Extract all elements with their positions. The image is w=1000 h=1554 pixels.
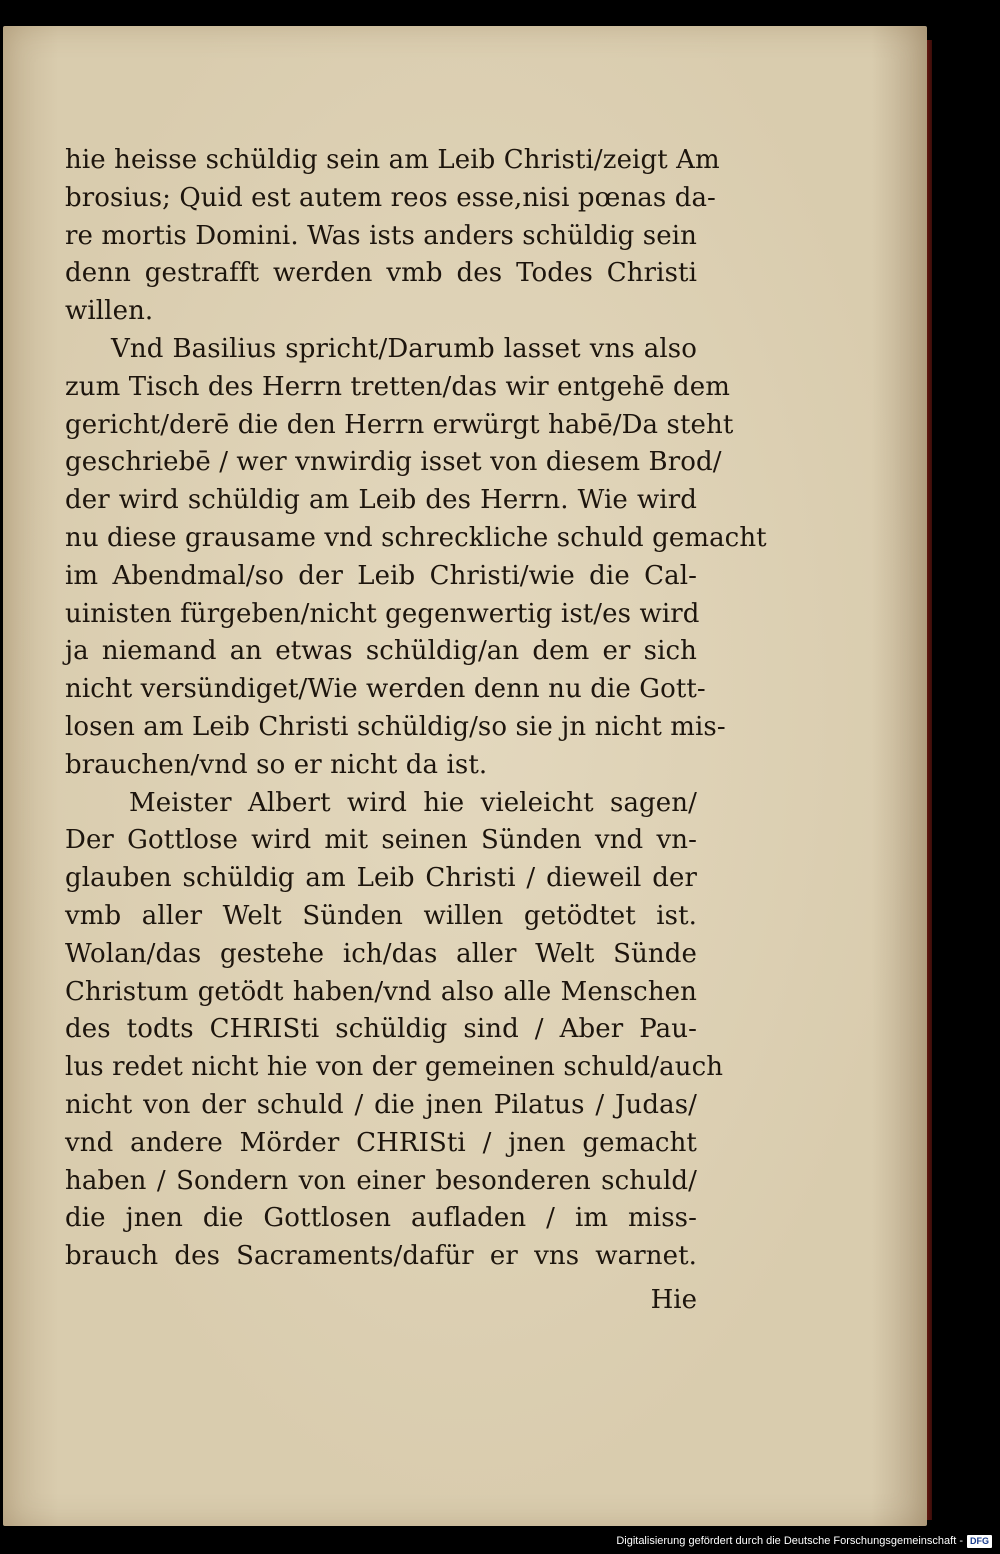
text-line: nu diese grausame vnd schreckliche schuld gemacht [65, 522, 767, 553]
text-line: lus redet nicht hie von der gemeinen schuld/auch [65, 1052, 724, 1083]
text-line: des todts CHRISti schüldig sind / Aber Pau- [65, 1014, 697, 1045]
text-line: geschriebē / wer vnwirdig isset von diesem Brod/ [65, 447, 722, 478]
book-page [3, 26, 927, 1526]
text-line: Wolan/das gestehe ich/das aller Welt Sünde [65, 938, 697, 969]
text-line: Der Gottlose wird mit seinen Sünden vnd vn- [65, 825, 697, 856]
text-line: der wird schüldig am Leib des Herrn. Wie wird [65, 485, 697, 516]
funding-footer [616, 1531, 992, 1551]
text-line: brosius; Quid est autem reos esse,nisi pœnas da- [65, 182, 716, 213]
catchword: Hie [650, 1285, 697, 1315]
text-line: gericht/derē die den Herrn erwürgt habē/Da steht [65, 409, 734, 440]
text-line: Christum getödt haben/vnd also alle Menschen [65, 976, 697, 1007]
text-line: nicht versündiget/Wie werden denn nu die Gott- [65, 674, 706, 705]
text-line: uinisten fürgeben/nicht gegenwertig ist/es wird [65, 598, 700, 629]
text-block [65, 142, 767, 1276]
text-line: im Abendmal/so der Leib Christi/wie die Cal- [65, 560, 697, 591]
text-line: glauben schüldig am Leib Christi / dieweil der [65, 863, 697, 894]
text-line: zum Tisch des Herrn tretten/das wir entgehē dem [65, 371, 730, 402]
text-line: die jnen die Gottlosen aufladen / im miss- [65, 1203, 697, 1234]
text-line: willen. [65, 296, 154, 327]
text-line: haben / Sondern von einer besonderen schuld/ [65, 1165, 697, 1196]
text-line: ja niemand an etwas schüldig/an dem er sich [65, 636, 697, 667]
text-line: brauchen/vnd so er nicht da ist. [65, 749, 488, 780]
text-line: re mortis Domini. Was ists anders schüldig sein [65, 220, 697, 251]
text-line: losen am Leib Christi schüldig/so sie jn nicht mis- [65, 711, 726, 742]
dfg-logo-icon: DFG [967, 1535, 992, 1548]
text-line: vnd andere Mörder CHRISti / jnen gemacht [65, 1127, 697, 1158]
text-line: denn gestrafft werden vmb des Todes Christi [65, 258, 697, 289]
text-line: Meister Albert wird hie vieleicht sagen/ [129, 787, 697, 818]
footer-text: Digitalisierung gefördert durch die Deutsche Forschungsgemeinschaft - [616, 1535, 963, 1547]
text-line: brauch des Sacraments/dafür er vns warnet. [65, 1241, 697, 1272]
text-line: hie heisse schüldig sein am Leib Christi/zeigt Am [65, 145, 720, 175]
text-line: Vnd Basilius spricht/Darumb lasset vns also [111, 333, 697, 364]
text-line: vmb aller Welt Sünden willen getödtet ist. [65, 900, 697, 931]
text-line: nicht von der schuld / die jnen Pilatus / Judas/ [65, 1089, 697, 1120]
